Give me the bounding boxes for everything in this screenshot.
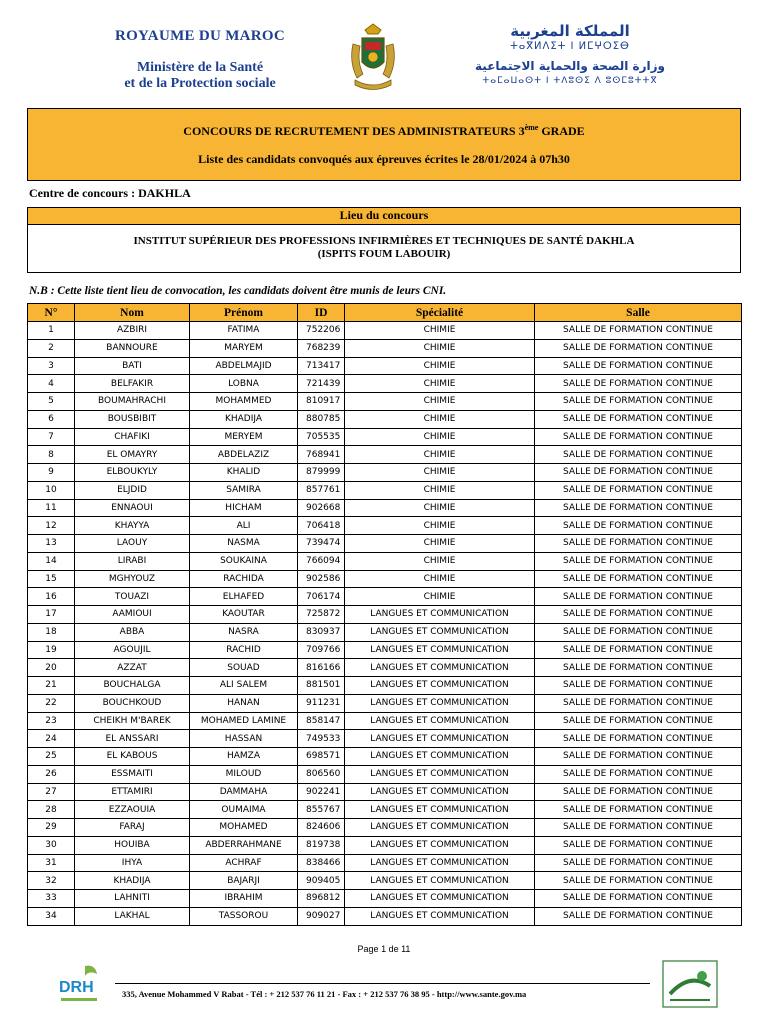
cell-number: 25	[28, 748, 75, 766]
cell-nom: BELFAKIR	[75, 375, 190, 393]
cell-nom: FARAJ	[75, 819, 190, 837]
cell-nom: TOUAZI	[75, 588, 190, 606]
cell-salle: SALLE DE FORMATION CONTINUE	[535, 322, 742, 340]
country-title: ROYAUME DU MAROC	[114, 28, 286, 44]
cell-nom: KHAYYA	[75, 517, 190, 535]
ministry-line-1: Ministère de la Santé	[136, 60, 264, 75]
cell-id: 902586	[298, 570, 345, 588]
cell-specialite: LANGUES ET COMMUNICATION	[345, 712, 535, 730]
cell-number: 22	[28, 694, 75, 712]
table-row	[28, 588, 742, 606]
table-row	[28, 357, 742, 375]
exam-location-line-2: (ISPITS FOUM LABOUIR)	[317, 248, 451, 260]
table-row	[28, 517, 742, 535]
cell-id: 857761	[298, 481, 345, 499]
table-row	[28, 677, 742, 695]
cell-nom: BANNOURE	[75, 339, 190, 357]
cell-prenom: NASMA	[190, 535, 298, 553]
cell-nom: IHYA	[75, 854, 190, 872]
cell-number: 28	[28, 801, 75, 819]
cell-salle: SALLE DE FORMATION CONTINUE	[535, 890, 742, 908]
cell-nom: BOUSBIBIT	[75, 410, 190, 428]
cell-nom: EL OMAYRY	[75, 446, 190, 464]
cell-id: 909405	[298, 872, 345, 890]
table-row	[28, 748, 742, 766]
cell-nom: AAMIOUI	[75, 606, 190, 624]
table-row	[28, 393, 742, 411]
cell-specialite: LANGUES ET COMMUNICATION	[345, 730, 535, 748]
cell-nom: EL ANSSARI	[75, 730, 190, 748]
cell-prenom: KHADIJA	[190, 410, 298, 428]
cell-salle: SALLE DE FORMATION CONTINUE	[535, 606, 742, 624]
table-row	[28, 499, 742, 517]
cell-specialite: LANGUES ET COMMUNICATION	[345, 606, 535, 624]
cell-prenom: MOHAMED LAMINE	[190, 712, 298, 730]
cell-number: 30	[28, 836, 75, 854]
cell-specialite: LANGUES ET COMMUNICATION	[345, 890, 535, 908]
cell-number: 5	[28, 393, 75, 411]
cell-number: 1	[28, 322, 75, 340]
cell-id: 721439	[298, 375, 345, 393]
table-row	[28, 446, 742, 464]
cell-prenom: SOUKAINA	[190, 552, 298, 570]
cell-salle: SALLE DE FORMATION CONTINUE	[535, 783, 742, 801]
cell-nom: AGOUJIL	[75, 641, 190, 659]
cell-number: 10	[28, 481, 75, 499]
banner-title	[28, 123, 740, 139]
exam-centre: Centre de concours : DAKHLA	[29, 186, 191, 200]
cell-id: 902241	[298, 783, 345, 801]
cell-specialite: CHIMIE	[345, 570, 535, 588]
cell-salle: SALLE DE FORMATION CONTINUE	[535, 730, 742, 748]
table-row	[28, 801, 742, 819]
cell-specialite: LANGUES ET COMMUNICATION	[345, 748, 535, 766]
cell-specialite: CHIMIE	[345, 393, 535, 411]
arabic-country: المملكة المغربية	[510, 22, 630, 40]
cell-number: 18	[28, 623, 75, 641]
cell-nom: BOUCHALGA	[75, 677, 190, 695]
cell-id: 698571	[298, 748, 345, 766]
cell-id: 725872	[298, 606, 345, 624]
cell-id: 896812	[298, 890, 345, 908]
cell-salle: SALLE DE FORMATION CONTINUE	[535, 481, 742, 499]
cell-id: 806560	[298, 765, 345, 783]
table-row	[28, 481, 742, 499]
table-row	[28, 783, 742, 801]
table-row	[28, 730, 742, 748]
cell-prenom: NASRA	[190, 623, 298, 641]
cell-nom: KHADIJA	[75, 872, 190, 890]
cell-nom: AZBIRI	[75, 322, 190, 340]
cell-salle: SALLE DE FORMATION CONTINUE	[535, 712, 742, 730]
cell-specialite: LANGUES ET COMMUNICATION	[345, 765, 535, 783]
cell-specialite: LANGUES ET COMMUNICATION	[345, 907, 535, 925]
cell-salle: SALLE DE FORMATION CONTINUE	[535, 694, 742, 712]
cell-prenom: SAMIRA	[190, 481, 298, 499]
cell-specialite: CHIMIE	[345, 588, 535, 606]
cell-specialite: LANGUES ET COMMUNICATION	[345, 801, 535, 819]
cell-number: 4	[28, 375, 75, 393]
ministry-name-fr	[95, 60, 305, 92]
table-row	[28, 606, 742, 624]
cell-id: 749533	[298, 730, 345, 748]
cell-id: 768239	[298, 339, 345, 357]
cell-prenom: ABDELAZIZ	[190, 446, 298, 464]
cell-id: 819738	[298, 836, 345, 854]
cell-number: 26	[28, 765, 75, 783]
cell-number: 11	[28, 499, 75, 517]
cell-id: 766094	[298, 552, 345, 570]
table-row	[28, 535, 742, 553]
table-row	[28, 836, 742, 854]
cell-id: 911231	[298, 694, 345, 712]
cell-prenom: HAMZA	[190, 748, 298, 766]
tifinagh-country: ⵜⴰⴳⵍⴷⵉⵜ ⵏ ⵍⵎⵖⵔⵉⴱ	[510, 41, 630, 52]
cell-prenom: LOBNA	[190, 375, 298, 393]
cell-salle: SALLE DE FORMATION CONTINUE	[535, 339, 742, 357]
table-header-row	[28, 304, 742, 322]
cell-id: 706174	[298, 588, 345, 606]
cell-nom: ESSMAITI	[75, 765, 190, 783]
col-header-prenom: Prénom	[190, 304, 298, 322]
cell-number: 24	[28, 730, 75, 748]
cell-salle: SALLE DE FORMATION CONTINUE	[535, 623, 742, 641]
cell-prenom: TASSOROU	[190, 907, 298, 925]
cell-nom: CHAFIKI	[75, 428, 190, 446]
exam-location-body	[28, 225, 740, 261]
cell-number: 33	[28, 890, 75, 908]
cell-specialite: CHIMIE	[345, 481, 535, 499]
cell-number: 19	[28, 641, 75, 659]
cell-specialite: CHIMIE	[345, 339, 535, 357]
cell-number: 17	[28, 606, 75, 624]
cell-number: 12	[28, 517, 75, 535]
cell-id: 752206	[298, 322, 345, 340]
cell-specialite: CHIMIE	[345, 499, 535, 517]
cell-id: 810917	[298, 393, 345, 411]
table-row	[28, 464, 742, 482]
cell-prenom: HASSAN	[190, 730, 298, 748]
notice: N.B : Cette liste tient lieu de convocation, les candidats doivent être munis de leurs CNI.	[29, 285, 447, 297]
cell-nom: HOUIBA	[75, 836, 190, 854]
cell-specialite: LANGUES ET COMMUNICATION	[345, 854, 535, 872]
cell-number: 9	[28, 464, 75, 482]
cell-id: 768941	[298, 446, 345, 464]
cell-salle: SALLE DE FORMATION CONTINUE	[535, 535, 742, 553]
cell-number: 23	[28, 712, 75, 730]
cell-nom: EL KABOUS	[75, 748, 190, 766]
exam-location-box	[27, 207, 741, 273]
cell-salle: SALLE DE FORMATION CONTINUE	[535, 499, 742, 517]
cell-specialite: CHIMIE	[345, 446, 535, 464]
cell-prenom: RACHID	[190, 641, 298, 659]
page-number: Page 1 de 11	[357, 944, 411, 954]
cell-id: 858147	[298, 712, 345, 730]
cell-specialite: CHIMIE	[345, 428, 535, 446]
cell-specialite: LANGUES ET COMMUNICATION	[345, 872, 535, 890]
cell-number: 27	[28, 783, 75, 801]
cell-id: 830937	[298, 623, 345, 641]
banner-title-text: CONCOURS DE RECRUTEMENT DES ADMINISTRATEURS 3	[183, 124, 525, 138]
cell-id: 706418	[298, 517, 345, 535]
cell-number: 2	[28, 339, 75, 357]
cell-specialite: CHIMIE	[345, 535, 535, 553]
cell-number: 32	[28, 872, 75, 890]
cell-prenom: BAJARJI	[190, 872, 298, 890]
cell-salle: SALLE DE FORMATION CONTINUE	[535, 641, 742, 659]
cell-number: 3	[28, 357, 75, 375]
cell-prenom: IBRAHIM	[190, 890, 298, 908]
cell-salle: SALLE DE FORMATION CONTINUE	[535, 552, 742, 570]
cell-id: 880785	[298, 410, 345, 428]
cell-specialite: LANGUES ET COMMUNICATION	[345, 819, 535, 837]
cell-specialite: LANGUES ET COMMUNICATION	[345, 641, 535, 659]
cell-specialite: CHIMIE	[345, 357, 535, 375]
drh-logo-text: DRH	[59, 979, 94, 996]
col-header-nom: Nom	[75, 304, 190, 322]
cell-nom: ELJDID	[75, 481, 190, 499]
cell-salle: SALLE DE FORMATION CONTINUE	[535, 588, 742, 606]
cell-number: 34	[28, 907, 75, 925]
cell-nom: MGHYOUZ	[75, 570, 190, 588]
cell-prenom: ELHAFED	[190, 588, 298, 606]
cell-id: 909027	[298, 907, 345, 925]
cell-nom: AZZAT	[75, 659, 190, 677]
cell-salle: SALLE DE FORMATION CONTINUE	[535, 748, 742, 766]
cell-nom: LAKHAL	[75, 907, 190, 925]
cell-id: 855767	[298, 801, 345, 819]
cell-prenom: ABDELMAJID	[190, 357, 298, 375]
cell-specialite: LANGUES ET COMMUNICATION	[345, 836, 535, 854]
cell-salle: SALLE DE FORMATION CONTINUE	[535, 907, 742, 925]
cell-id: 838466	[298, 854, 345, 872]
table-row	[28, 552, 742, 570]
banner-subtitle: Liste des candidats convoqués aux épreuves écrites le 28/01/2024 à 07h30	[198, 152, 570, 166]
cell-number: 16	[28, 588, 75, 606]
cell-salle: SALLE DE FORMATION CONTINUE	[535, 854, 742, 872]
exam-location-line-1: INSTITUT SUPÉRIEUR DES PROFESSIONS INFIRMIÈRES ET TECHNIQUES DE SANTÉ DAKHLA	[133, 235, 635, 247]
cell-prenom: MILOUD	[190, 765, 298, 783]
cell-specialite: CHIMIE	[345, 517, 535, 535]
title-banner	[27, 108, 741, 181]
cell-id: 879999	[298, 464, 345, 482]
ministry-logo-icon	[662, 960, 718, 1008]
cell-salle: SALLE DE FORMATION CONTINUE	[535, 410, 742, 428]
cell-prenom: HICHAM	[190, 499, 298, 517]
cell-salle: SALLE DE FORMATION CONTINUE	[535, 677, 742, 695]
col-header-number: N°	[28, 304, 75, 322]
cell-prenom: ACHRAF	[190, 854, 298, 872]
cell-prenom: ALI SALEM	[190, 677, 298, 695]
cell-number: 8	[28, 446, 75, 464]
cell-salle: SALLE DE FORMATION CONTINUE	[535, 872, 742, 890]
footer-divider	[115, 983, 650, 984]
cell-number: 15	[28, 570, 75, 588]
drh-logo-icon	[55, 960, 105, 1010]
cell-prenom: OUMAIMA	[190, 801, 298, 819]
cell-prenom: ABDERRAHMANE	[190, 836, 298, 854]
cell-number: 31	[28, 854, 75, 872]
table-row	[28, 712, 742, 730]
letterhead	[0, 0, 768, 105]
candidates-table	[27, 303, 742, 926]
cell-nom: BOUMAHRACHI	[75, 393, 190, 411]
cell-salle: SALLE DE FORMATION CONTINUE	[535, 393, 742, 411]
cell-prenom: RACHIDA	[190, 570, 298, 588]
cell-id: 705535	[298, 428, 345, 446]
cell-nom: LIRABI	[75, 552, 190, 570]
cell-prenom: ALI	[190, 517, 298, 535]
table-row	[28, 694, 742, 712]
cell-salle: SALLE DE FORMATION CONTINUE	[535, 836, 742, 854]
table-row	[28, 819, 742, 837]
cell-prenom: MARYEM	[190, 339, 298, 357]
cell-nom: LAOUY	[75, 535, 190, 553]
royal-coat-of-arms-icon	[347, 22, 399, 94]
cell-number: 14	[28, 552, 75, 570]
tifinagh-ministry: ⵜⴰⵎⴰⵡⴰⵙⵜ ⵏ ⵜⴷⵓⵙⵉ ⴷ ⵓⵙⵎⵓⵜⵜⴳ	[482, 76, 658, 86]
cell-specialite: LANGUES ET COMMUNICATION	[345, 677, 535, 695]
cell-prenom: DAMMAHA	[190, 783, 298, 801]
cell-prenom: SOUAD	[190, 659, 298, 677]
cell-prenom: MOHAMMED	[190, 393, 298, 411]
table-row	[28, 339, 742, 357]
table-row	[28, 428, 742, 446]
cell-specialite: CHIMIE	[345, 410, 535, 428]
cell-specialite: LANGUES ET COMMUNICATION	[345, 783, 535, 801]
table-row	[28, 854, 742, 872]
cell-salle: SALLE DE FORMATION CONTINUE	[535, 517, 742, 535]
cell-salle: SALLE DE FORMATION CONTINUE	[535, 570, 742, 588]
cell-number: 13	[28, 535, 75, 553]
cell-specialite: LANGUES ET COMMUNICATION	[345, 659, 535, 677]
col-header-specialite: Spécialité	[345, 304, 535, 322]
cell-salle: SALLE DE FORMATION CONTINUE	[535, 801, 742, 819]
cell-nom: ENNAOUI	[75, 499, 190, 517]
cell-nom: BOUCHKOUD	[75, 694, 190, 712]
cell-nom: EZZAOUIA	[75, 801, 190, 819]
cell-specialite: CHIMIE	[345, 552, 535, 570]
cell-nom: ELBOUKYLY	[75, 464, 190, 482]
cell-id: 709766	[298, 641, 345, 659]
cell-prenom: KHALID	[190, 464, 298, 482]
table-row	[28, 375, 742, 393]
cell-nom: ETTAMIRI	[75, 783, 190, 801]
cell-specialite: CHIMIE	[345, 322, 535, 340]
table-row	[28, 872, 742, 890]
cell-nom: CHEIKH M'BAREK	[75, 712, 190, 730]
cell-prenom: FATIMA	[190, 322, 298, 340]
table-row	[28, 322, 742, 340]
ministry-name-ar	[470, 22, 670, 88]
banner-title-grade: GRADE	[538, 124, 585, 138]
table-row	[28, 765, 742, 783]
cell-specialite: LANGUES ET COMMUNICATION	[345, 623, 535, 641]
ministry-line-2: et de la Protection sociale	[124, 76, 276, 91]
cell-nom: LAHNITI	[75, 890, 190, 908]
cell-number: 20	[28, 659, 75, 677]
table-row	[28, 659, 742, 677]
cell-specialite: LANGUES ET COMMUNICATION	[345, 694, 535, 712]
table-row	[28, 410, 742, 428]
cell-salle: SALLE DE FORMATION CONTINUE	[535, 446, 742, 464]
cell-salle: SALLE DE FORMATION CONTINUE	[535, 765, 742, 783]
cell-salle: SALLE DE FORMATION CONTINUE	[535, 357, 742, 375]
cell-number: 6	[28, 410, 75, 428]
cell-nom: ABBA	[75, 623, 190, 641]
cell-id: 902668	[298, 499, 345, 517]
cell-prenom: MOHAMED	[190, 819, 298, 837]
table-row	[28, 641, 742, 659]
cell-id: 739474	[298, 535, 345, 553]
footer-address: 335, Avenue Mohammed V Rabat - Tél : + 212 537 76 11 21 - Fax : + 212 537 76 38 95 - http://www.sante.gov.ma	[122, 989, 527, 999]
cell-nom: BATI	[75, 357, 190, 375]
col-header-id: ID	[298, 304, 345, 322]
exam-location-heading: Lieu du concours	[28, 208, 740, 225]
cell-salle: SALLE DE FORMATION CONTINUE	[535, 375, 742, 393]
cell-prenom: HANAN	[190, 694, 298, 712]
cell-id: 713417	[298, 357, 345, 375]
table-row	[28, 890, 742, 908]
table-row	[28, 623, 742, 641]
cell-id: 881501	[298, 677, 345, 695]
table-row	[28, 570, 742, 588]
cell-prenom: KAOUTAR	[190, 606, 298, 624]
cell-salle: SALLE DE FORMATION CONTINUE	[535, 819, 742, 837]
cell-salle: SALLE DE FORMATION CONTINUE	[535, 464, 742, 482]
cell-specialite: CHIMIE	[345, 375, 535, 393]
cell-number: 21	[28, 677, 75, 695]
cell-id: 816166	[298, 659, 345, 677]
col-header-salle: Salle	[535, 304, 742, 322]
banner-title-sup: ème	[524, 123, 539, 132]
arabic-ministry: وزارة الصحة والحماية الاجتماعية	[475, 59, 665, 73]
cell-prenom: MERYEM	[190, 428, 298, 446]
table-row	[28, 907, 742, 925]
cell-id: 824606	[298, 819, 345, 837]
cell-salle: SALLE DE FORMATION CONTINUE	[535, 659, 742, 677]
cell-number: 7	[28, 428, 75, 446]
cell-specialite: CHIMIE	[345, 464, 535, 482]
cell-number: 29	[28, 819, 75, 837]
cell-salle: SALLE DE FORMATION CONTINUE	[535, 428, 742, 446]
